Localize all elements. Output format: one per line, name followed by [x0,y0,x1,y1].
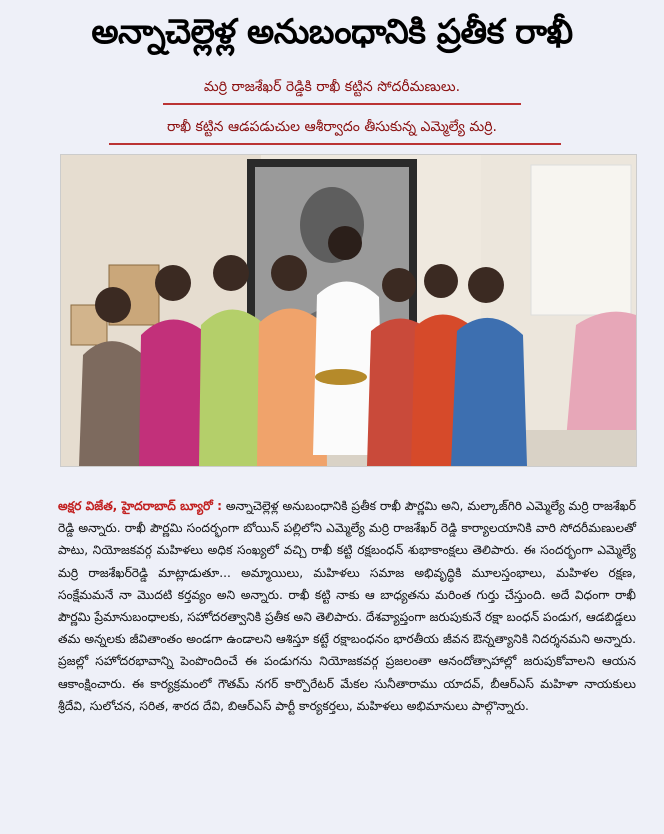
subheading-2-underline [109,143,561,145]
subheading-2: రాఖీ కట్టిన ఆడపడుచుల ఆశీర్వాదం తీసుకున్న ఎమ్మెల్యే మర్రి. [167,119,497,135]
article-text: అన్నాచెల్లెళ్ల అనుబంధానికి ప్రతీక రాఖీ పౌర్ణమి అని, మల్కాజ్‌గిరి ఎమ్మెల్యే మర్రి రాజశేఖర్ రెడ్డి అన్నారు. రాఖీ పౌర్ణమి సందర్భంగా బోయిన్ పల్లిలోని ఎమ్మెల్యే మర్రి రాజశేఖర్ రెడ్డి కార్యాలయానికి వారి సోదరీమణులతో పాటు, నియోజకవర్గ మహిళలు అధిక సంఖ్యలో వచ్చి రాఖీ కట్టి రక్షబంధన్ శుభాకాంక్షలు తెలిపారు. ఈ సందర్భంగా ఎమ్మెల్యే మర్రి రాజశేఖర్‌రెడ్డి మాట్లాడుతూ... అమ్మాయిలు, మహిళలు సమాజ అభివృద్ధికి మూలస్తంభాలు, మహిళల రక్షణ, సంక్షేమమనే నా మొదటి కర్తవ్యం అని అన్నారు. రాఖీ కట్టి నాకు ఆ బాధ్యతను మరింత గుర్తు చేస్తుంది. అదే విధంగా రాఖీ పౌర్ణమి ప్రేమానుబంధాలకు, సహోదరత్వానికి ప్రతీక అని తెలిపారు. దేశవ్యాప్తంగా జరుపుకునే రక్షా బంధన్ పండుగ, ఆడబిడ్డలు తమ అన్నలకు జీవితాంతం అండగా ఉండాలని ఆశిస్తూ కట్టే రక్షాబంధనం భారతీయ జీవన ఔన్నత్యానికి నిదర్శనమని అన్నారు. ప్రజల్లో సహోదరభావాన్ని పెంపొందించే ఈ పండుగను నియోజకవర్గ ప్రజలంతా ఆనందోత్సాహాల్లో జరుపుకోవాలని ఆయన ఆకాంక్షించారు. ఈ కార్యక్రమంలో గౌతమ్ నగర్ కార్పొరేటర్ మేకల సునీతారాము యాదవ్, బీఆర్ఎస్ మహిళా నాయకులు శ్రీదేవి, సులోచన, సరిత, శారద దేవి, బిఆర్ఎస్ పార్టీ కార్యకర్తలు, మహిళలు అభిమానులు పాల్గొన్నారు. [58,499,637,713]
headline: అన్నాచెల్లెళ్ల అనుబంధానికి ప్రతీక రాఖీ [91,12,573,52]
rakhi-group-photo [61,155,636,466]
event-photo [60,154,637,467]
article-body [58,495,636,717]
subheading-1-underline [163,103,521,105]
subheading-1: మర్రి రాజశేఖర్ రెడ్డికి రాఖీ కట్టిన సోదరీమణులు. [203,79,461,95]
article-byline: అక్షర విజేత, హైదరాబాద్ బ్యూరో : [58,499,222,513]
